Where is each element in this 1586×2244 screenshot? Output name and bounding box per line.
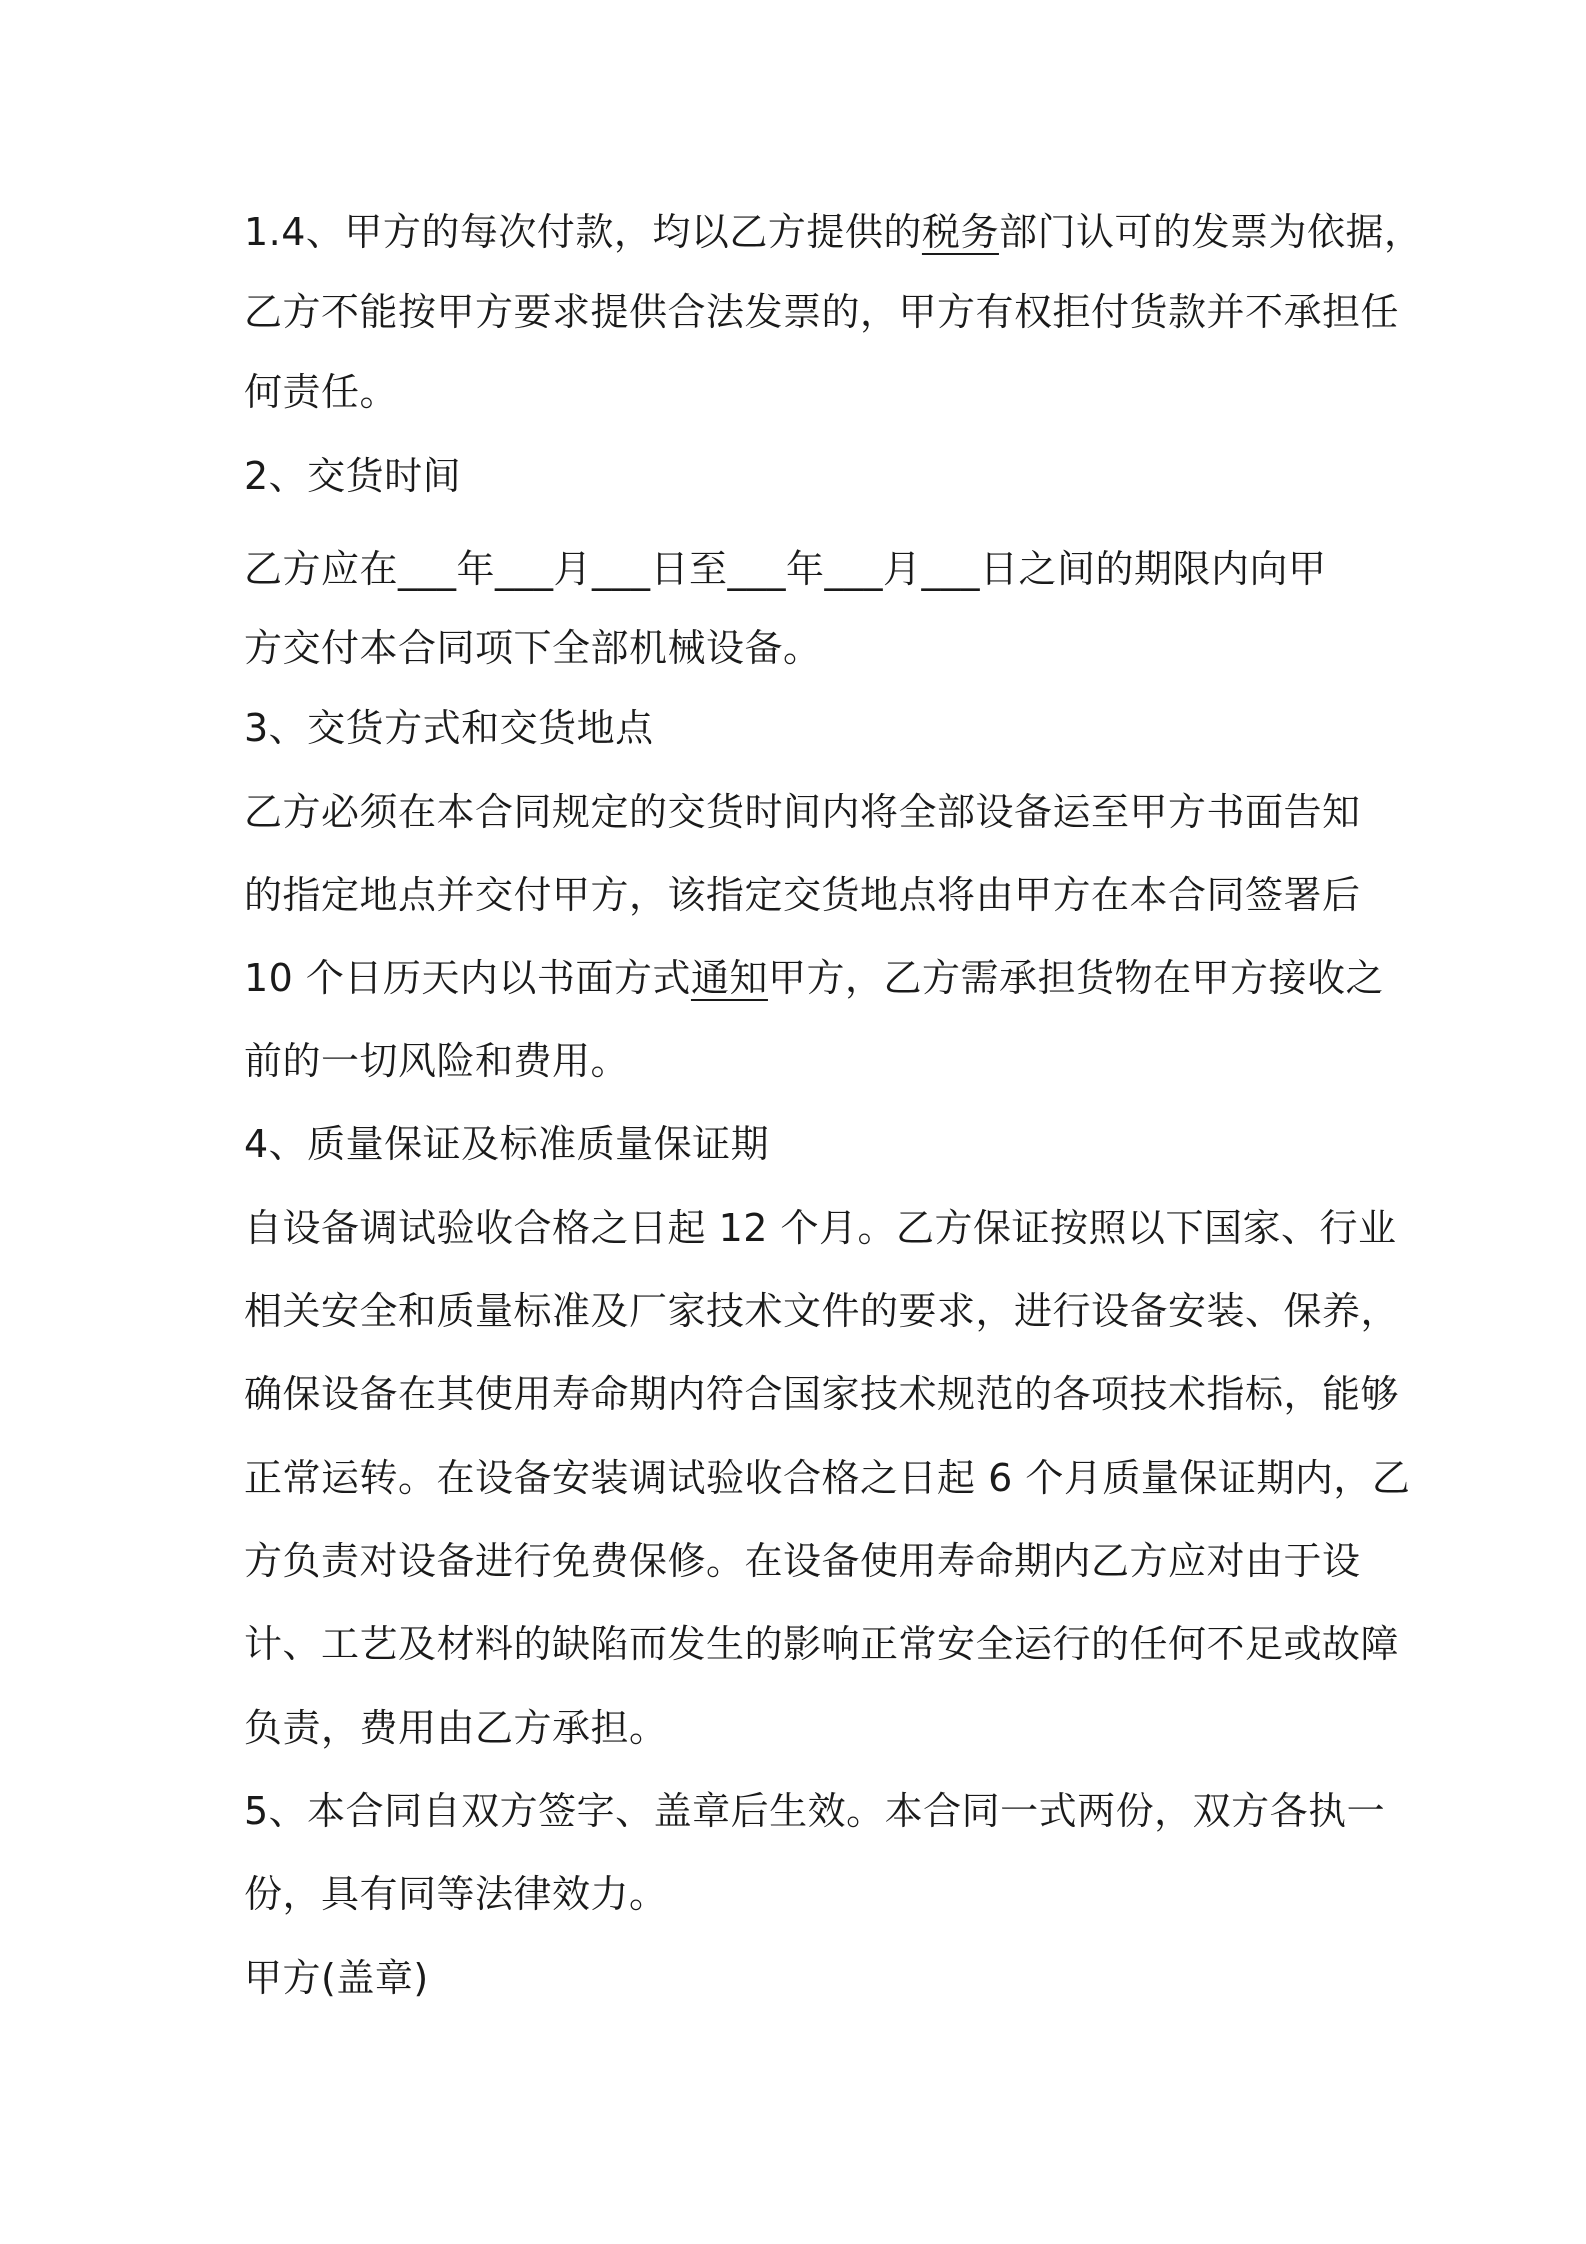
text-segment: 相关安全和质量标准及厂家技术文件的要求，进行设备安装、保养， xyxy=(244,1289,1400,1333)
text-line xyxy=(244,1287,1399,1335)
text-line xyxy=(244,624,822,672)
text-segment: 方负责对设备进行免费保修。在设备使用寿命期内乙方应对由于设 xyxy=(244,1539,1361,1583)
text-line xyxy=(244,545,1327,593)
text-line xyxy=(244,1037,629,1085)
text-segment: 的指定地点并交付甲方，该指定交货地点将由甲方在本合同签署后 xyxy=(244,873,1361,917)
underlined-word: 通知 xyxy=(690,956,768,1000)
text-segment: 乙方不能按甲方要求提供合法发票的，甲方有权拒付货款并不承担任 xyxy=(244,290,1400,334)
text-segment: 乙方应在___年___月___日至___年___月___日之间的期限内向甲 xyxy=(244,547,1327,591)
text-line xyxy=(244,954,1384,1002)
text-segment: 自设备调试验收合格之日起 12 个月。乙方保证按照以下国家、行业 xyxy=(244,1206,1397,1250)
text-segment: 4、质量保证及标准质量保证期 xyxy=(244,1122,770,1166)
text-segment: 甲方，乙方需承担货物在甲方接收之 xyxy=(767,956,1384,1000)
text-line xyxy=(244,1787,1385,1835)
text-segment: 方交付本合同项下全部机械设备。 xyxy=(244,626,822,670)
text-line xyxy=(244,1870,668,1918)
text-segment: 部门认可的发票为依据， xyxy=(998,210,1423,254)
text-segment: 正常运转。在设备安装调试验收合格之日起 6 个月质量保证期内，乙 xyxy=(244,1456,1411,1500)
text-line xyxy=(244,288,1399,336)
text-segment: 10 个日历天内以书面方式 xyxy=(244,956,691,1000)
text-line xyxy=(244,368,398,416)
text-segment: 负责，费用由乙方承担。 xyxy=(244,1706,668,1750)
section-heading xyxy=(244,452,461,500)
underlined-word: 税务 xyxy=(921,210,999,254)
text-line xyxy=(244,871,1361,919)
text-segment: 前的一切风险和费用。 xyxy=(244,1039,630,1083)
text-segment: 甲方(盖章) xyxy=(244,1956,429,2000)
text-segment: 3、交货方式和交货地点 xyxy=(244,706,654,750)
text-segment: 何责任。 xyxy=(244,370,399,414)
text-segment: 1.4、甲方的每次付款，均以乙方提供的 xyxy=(244,210,922,254)
text-segment: 5、本合同自双方签字、盖章后生效。本合同一式两份，双方各执一 xyxy=(244,1789,1386,1833)
text-line xyxy=(244,788,1361,836)
text-line xyxy=(244,1704,668,1752)
text-segment: 乙方必须在本合同规定的交货时间内将全部设备运至甲方书面告知 xyxy=(244,790,1361,834)
text-segment: 份，具有同等法律效力。 xyxy=(244,1872,668,1916)
text-line xyxy=(244,1537,1361,1585)
section-heading xyxy=(244,704,654,752)
text-line xyxy=(244,1454,1410,1502)
signature-label xyxy=(244,1954,429,2002)
text-segment: 2、交货时间 xyxy=(244,454,462,498)
text-line xyxy=(244,1620,1399,1668)
text-line xyxy=(244,208,1422,256)
text-line xyxy=(244,1204,1397,1252)
text-segment: 确保设备在其使用寿命期内符合国家技术规范的各项技术指标，能够 xyxy=(244,1372,1400,1416)
text-segment: 计、工艺及材料的缺陷而发生的影响正常安全运行的任何不足或故障 xyxy=(244,1622,1400,1666)
text-line xyxy=(244,1370,1399,1418)
section-heading xyxy=(244,1120,769,1168)
